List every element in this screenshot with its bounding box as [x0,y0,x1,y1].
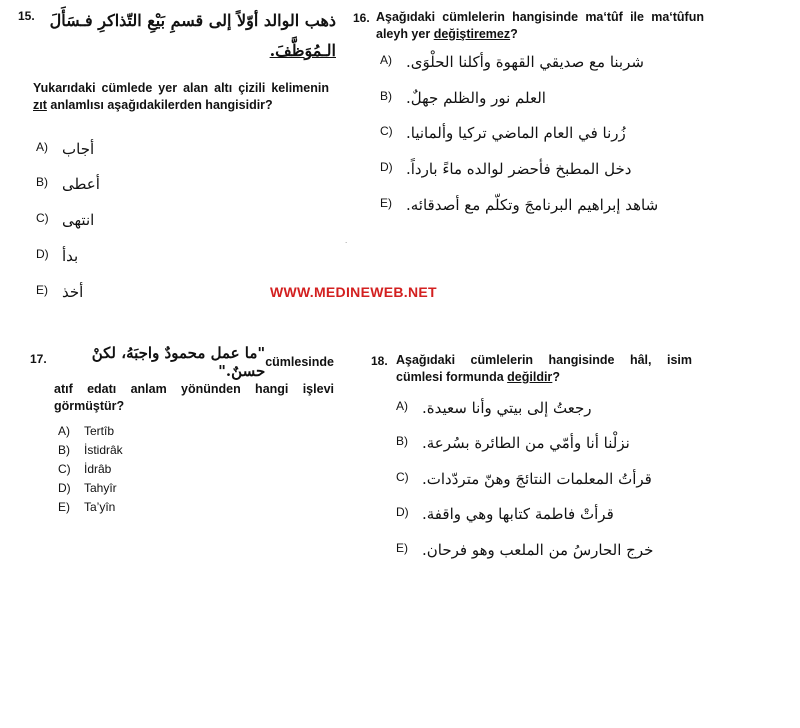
option-letter: D) [36,247,49,261]
option-letter: A) [396,399,408,413]
question-15-prompt [33,80,329,114]
question-15-option-c[interactable] [36,211,94,229]
option-text: İdrâb [84,462,112,476]
option-letter: B) [58,443,70,457]
question-16-prompt-end: ? [510,27,518,41]
question-17-option-c[interactable] [58,462,111,476]
question-17-option-e[interactable] [58,500,115,514]
option-letter: B) [36,175,48,189]
option-text: قرأتُ المعلمات النتائجَ وهنّ متردّدات. [422,470,652,488]
option-text: العلم نور والظلم جهلٌ. [406,89,546,107]
option-letter: E) [380,196,392,210]
option-text: انتهى [62,211,95,229]
question-16-option-c[interactable] [380,124,626,142]
question-15-prompt-text-end: anlamlısı aşağıdakilerden hangisidir? [50,98,273,112]
question-16-option-d[interactable] [380,160,631,178]
option-text: Tahyîr [84,481,117,495]
option-text: شاهد إبراهيم البرنامجَ وتكلّم مع أصدقائه. [406,196,659,214]
question-16-prompt-text: Aşağıdaki cümlelerin hangisinde ma‘tûf ile ma‘tûfun aleyh yer [376,10,704,41]
option-letter: A) [58,424,70,438]
option-text: دخل المطبخ فأحضر لوالده ماءً بارداً. [406,160,632,178]
question-15-option-b[interactable] [36,175,100,193]
question-15-option-e[interactable] [36,283,83,301]
option-letter: C) [36,211,49,225]
question-15-option-a[interactable] [36,140,94,158]
question-16-option-b[interactable] [380,89,546,107]
question-15-option-d[interactable] [36,247,78,265]
question-18-option-e[interactable] [396,541,653,559]
website-watermark: WWW.MEDINEWEB.NET [270,284,437,300]
option-text: بدأ [62,247,79,265]
question-17-number: 17. [30,352,47,366]
question-18-option-b[interactable] [396,434,630,452]
option-text: Ta’yîn [84,500,116,514]
option-text: رجعتُ إلى بيتي وأنا سعيدة. [422,399,592,417]
question-16-prompt-underlined: değiştiremez [433,27,511,41]
option-text: أجاب [62,140,95,158]
option-letter: B) [396,434,408,448]
question-18-prompt [396,352,692,386]
question-15-arabic-sentence [48,6,336,66]
option-text: شربنا مع صديقي القهوة وأكلنا الحلْوَى. [406,53,644,71]
question-17-option-d[interactable] [58,481,117,495]
option-letter: D) [380,160,393,174]
option-letter: C) [380,124,393,138]
question-18-prompt-underlined: değildir [507,370,553,384]
question-17-arabic-sentence: "ما عمل محمودٌ واجبَهُ، لكنْ حسنٌ." [91,344,266,380]
question-15-prompt-underlined: zıt [33,98,47,112]
question-16-option-e[interactable] [380,196,658,214]
question-16-prompt [376,9,704,43]
question-17-option-b[interactable] [58,443,123,457]
option-letter: E) [396,541,408,555]
option-text: İstidrâk [84,443,123,457]
question-18-prompt-text: Aşağıdaki cümlelerin hangisinde hâl, isim cümlesi formunda [396,353,692,384]
option-letter: E) [36,283,48,297]
question-15-prompt-text: Yukarıdaki cümlede yer alan altı çizili kelimenin [33,81,329,95]
question-17-prompt: atıf edatı anlam yönünden hangi işlevi görmüştür? [54,382,334,413]
question-18-option-c[interactable] [396,470,652,488]
option-letter: E) [58,500,70,514]
question-18-number: 18. [371,354,388,368]
option-text: نزلْنا أنا وأمّي من الطائرة بسُرعة. [422,434,630,452]
question-15-arabic-line-2: الـمُوَظَّفَ. [269,41,336,60]
question-18-option-d[interactable] [396,505,614,523]
question-18-prompt-end: ? [552,370,560,384]
question-17-prompt-suffix: cümlesinde [265,355,334,369]
question-18-option-a[interactable] [396,399,592,417]
question-17-prompt-line-1 [54,344,334,380]
option-letter: C) [58,462,71,476]
option-text: خرج الحارسُ من الملعب وهو فرحان. [422,541,654,559]
question-15-arabic-line-1: ذهب الوالد أوّلاً إلى قسمِ بَيْعِ التّذاكرِ فـسَأَلَ [49,11,336,30]
option-letter: A) [36,140,48,154]
option-letter: A) [380,53,392,67]
question-17-option-a[interactable] [58,424,114,438]
option-text: أخذ [62,283,84,301]
stray-mark: ٠ [344,238,349,247]
option-text: Tertîb [84,424,115,438]
option-letter: D) [58,481,71,495]
option-text: زُرنا في العام الماضي تركيا وألمانيا. [406,124,626,142]
option-text: قرأتْ فاطمة كتابها وهي واقفة. [422,505,614,523]
option-letter: D) [396,505,409,519]
question-16-number: 16. [353,11,370,25]
option-letter: C) [396,470,409,484]
option-letter: B) [380,89,392,103]
question-15-number: 15. [18,9,35,23]
question-16-option-a[interactable] [380,53,644,71]
option-text: أعطى [62,175,100,193]
